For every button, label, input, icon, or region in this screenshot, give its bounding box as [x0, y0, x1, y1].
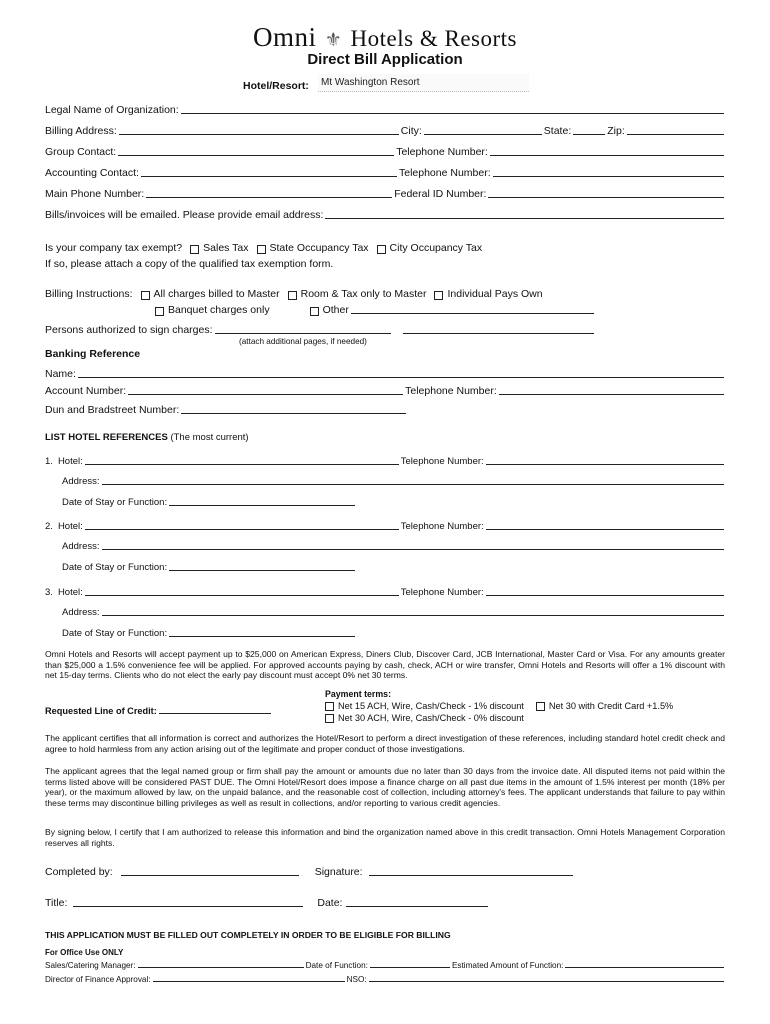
billing-instructions-label: Billing Instructions:	[45, 288, 133, 300]
reference-2-number: 2.	[45, 521, 53, 532]
city-field[interactable]	[424, 133, 542, 135]
dun-bradstreet-label: Dun and Bradstreet Number:	[45, 404, 180, 416]
accounting-contact-label: Accounting Contact:	[45, 167, 139, 179]
sales-manager-field[interactable]	[138, 966, 304, 968]
persons-authorized-field-2[interactable]	[403, 332, 594, 334]
billing-address-field[interactable]	[119, 133, 399, 135]
date-of-function-label: Date of Function:	[305, 961, 368, 970]
accounting-contact-field[interactable]	[141, 175, 397, 177]
group-contact-label: Group Contact:	[45, 146, 117, 158]
omni-logo	[0, 22, 770, 53]
federal-id-field[interactable]	[488, 196, 724, 198]
accounting-telephone-field[interactable]	[493, 175, 724, 177]
authorization-paragraph: By signing below, I certify that I am authorized to release this information and bind the organization named above in this credit transaction. Omni Hotels Management Corporation reserves all rights.	[45, 827, 725, 848]
tax-exempt-row	[45, 242, 482, 254]
state-label: State:	[543, 125, 572, 137]
city-occupancy-checkbox[interactable]	[377, 245, 386, 254]
bank-telephone-label: Telephone Number:	[405, 385, 497, 397]
logo-word-hotels: Hotels & Resorts	[350, 26, 517, 51]
date-label: Date:	[317, 897, 343, 909]
completed-by-label: Completed by:	[45, 866, 113, 878]
billing-address-row	[45, 125, 726, 137]
group-contact-row	[45, 146, 726, 158]
net15-label: Net 15 ACH, Wire, Cash/Check - 1% discount	[338, 701, 524, 711]
group-telephone-label: Telephone Number:	[396, 146, 488, 158]
other-label: Other	[322, 304, 349, 316]
reference-3-address-field[interactable]	[102, 614, 725, 616]
legal-name-field[interactable]	[181, 112, 724, 114]
net30-checkbox[interactable]	[325, 714, 334, 723]
persons-authorized-row	[45, 324, 596, 336]
title-label: Title:	[45, 897, 68, 909]
email-field[interactable]	[325, 217, 724, 219]
payment-paragraph: Omni Hotels and Resorts will accept payment up to $25,000 on American Express, Diners Club, Discover Card, JCB International, Master Card or Visa. For any amounts greater than $25,000 a 1.5% convenience fee will be applied. For approved accounts paying by cash, check, ACH or wire transfer, Omni Hotels and Resorts will offer a 1% discount with net 15-day terms. Clients who do not elect the early pay discount must accept 0% net 30 terms.	[45, 649, 725, 680]
director-finance-row	[45, 975, 726, 984]
director-finance-field[interactable]	[153, 980, 345, 982]
bank-account-row	[45, 385, 726, 397]
nso-field[interactable]	[369, 980, 724, 982]
tax-exempt-question: Is your company tax exempt?	[45, 242, 183, 254]
reference-3-hotel-field[interactable]	[85, 594, 399, 596]
reference-1-address-row	[62, 476, 726, 487]
hotel-references-heading-bold: LIST HOTEL REFERENCES	[45, 432, 168, 443]
fleur-de-lis-icon: ⚜	[324, 30, 343, 51]
reference-3-number: 3.	[45, 587, 53, 598]
attach-pages-note: (attach additional pages, if needed)	[239, 337, 367, 346]
estimated-amount-label: Estimated Amount of Function:	[451, 961, 564, 970]
reference-1-date-row	[62, 497, 357, 508]
reference-2-date-row	[62, 562, 357, 573]
reference-2-date-field[interactable]	[169, 569, 355, 571]
tax-exempt-note-text: If so, please attach a copy of the qualified tax exemption form.	[45, 258, 334, 270]
banquet-label: Banquet charges only	[168, 304, 270, 316]
sales-tax-checkbox[interactable]	[190, 245, 199, 254]
reference-2-date-label: Date of Stay or Function:	[62, 562, 168, 573]
must-complete-notice: THIS APPLICATION MUST BE FILLED OUT COMPLETELY IN ORDER TO BE ELIGIBLE FOR BILLING	[45, 930, 451, 940]
city-label: City:	[400, 125, 422, 137]
net30-label: Net 30 ACH, Wire, Cash/Check - 0% discount	[338, 713, 524, 723]
accounting-contact-row	[45, 167, 726, 179]
accounting-telephone-label: Telephone Number:	[398, 167, 491, 179]
bank-name-label: Name:	[45, 368, 76, 380]
requested-credit-label: Requested Line of Credit:	[45, 706, 157, 716]
billing-instructions-row-2	[153, 304, 596, 316]
bank-account-field[interactable]	[128, 393, 403, 395]
main-phone-field[interactable]	[146, 196, 392, 198]
reference-3-hotel-label: Hotel:	[57, 587, 83, 598]
reference-1-address-label: Address:	[62, 476, 100, 487]
date-field[interactable]	[346, 905, 488, 907]
reference-2-address-label: Address:	[62, 541, 100, 552]
nso-label: NSO:	[346, 975, 367, 984]
individual-pays-checkbox[interactable]	[434, 291, 443, 300]
completed-by-field[interactable]	[121, 874, 299, 876]
tax-exempt-note	[45, 258, 333, 270]
reference-2-address-row	[62, 541, 726, 552]
room-tax-label: Room & Tax only to Master	[300, 288, 427, 300]
reference-2-hotel-row	[45, 521, 726, 532]
sales-manager-label: Sales/Catering Manager:	[45, 961, 136, 970]
net15-checkbox[interactable]	[325, 702, 334, 711]
date-of-function-field[interactable]	[370, 966, 450, 968]
sales-manager-row	[45, 961, 726, 970]
reference-3-telephone-label: Telephone Number:	[400, 587, 484, 598]
bank-name-row	[45, 368, 726, 380]
director-finance-label: Director of Finance Approval:	[45, 975, 151, 984]
reference-3-date-field[interactable]	[169, 635, 355, 637]
payment-option-net15-row	[323, 701, 673, 711]
title-row	[45, 897, 490, 909]
persons-authorized-field-1[interactable]	[215, 332, 391, 334]
title-field[interactable]	[73, 905, 303, 907]
bank-telephone-field[interactable]	[499, 393, 724, 395]
main-phone-row	[45, 188, 726, 200]
reference-2-telephone-field[interactable]	[486, 528, 724, 530]
completed-by-row	[45, 866, 575, 878]
certification-paragraph: The applicant certifies that all information is correct and authorizes the Hotel/Resort to perform a direct investigation of these references, including standard hotel credit check and agree to hold harmless from any action arising out of the legitimate and proper conduct of those investigations.	[45, 733, 725, 754]
legal-name-label: Legal Name of Organization:	[45, 104, 179, 116]
requested-credit-row	[45, 706, 273, 716]
other-field[interactable]	[351, 312, 594, 314]
reference-3-telephone-field[interactable]	[486, 594, 724, 596]
logo-word-omni: Omni	[252, 22, 317, 52]
signature-field[interactable]	[369, 874, 573, 876]
payment-terms-heading: Payment terms:	[325, 689, 392, 699]
reference-2-telephone-label: Telephone Number:	[400, 521, 484, 532]
net30-credit-card-label: Net 30 with Credit Card +1.5%	[548, 701, 674, 711]
reference-3-date-label: Date of Stay or Function:	[62, 628, 168, 639]
reference-3-address-label: Address:	[62, 607, 100, 618]
dun-bradstreet-field[interactable]	[181, 412, 406, 414]
page-title: Direct Bill Application	[307, 51, 463, 68]
all-charges-label: All charges billed to Master	[153, 288, 280, 300]
group-contact-field[interactable]	[118, 154, 394, 156]
reference-1-date-label: Date of Stay or Function:	[62, 497, 168, 508]
reference-1-hotel-label: Hotel:	[57, 456, 83, 467]
signature-label: Signature:	[314, 866, 363, 878]
bank-account-label: Account Number:	[45, 385, 127, 397]
payment-terms-paragraph: The applicant agrees that the legal named group or firm shall pay the amount or amounts due no later than 30 days from the invoice date. All disputed items not paid within the terms listed above will be considered PAST DUE. The Omni Hotel/Resort does impose a finance charge on all past due items in the amount of 1.5% interest per month (18% per year), or the maximum allowed by law, on the unpaid balance, and the reasonable cost of collection, including attorney's fees. The applicant understands that failure to pay within these terms may discontinue billing privileges as well as result in collections, and/or reporting to various credit agencies.	[45, 766, 725, 808]
email-row	[45, 209, 726, 221]
requested-credit-field[interactable]	[159, 712, 271, 714]
hotel-references-heading	[45, 432, 249, 443]
reference-2-address-field[interactable]	[102, 548, 725, 550]
group-telephone-field[interactable]	[490, 154, 724, 156]
individual-pays-label: Individual Pays Own	[447, 288, 543, 300]
zip-label: Zip:	[607, 125, 625, 137]
net30-credit-card-checkbox[interactable]	[536, 702, 545, 711]
reference-1-telephone-field[interactable]	[486, 463, 724, 465]
federal-id-label: Federal ID Number:	[394, 188, 487, 200]
room-tax-checkbox[interactable]	[288, 291, 297, 300]
reference-1-telephone-label: Telephone Number:	[400, 456, 484, 467]
reference-2-hotel-field[interactable]	[85, 528, 399, 530]
reference-3-hotel-row	[45, 587, 726, 598]
city-occupancy-label: City Occupancy Tax	[389, 242, 483, 254]
reference-2-hotel-label: Hotel:	[57, 521, 83, 532]
banquet-checkbox[interactable]	[155, 307, 164, 316]
zip-field[interactable]	[627, 133, 724, 135]
reference-1-address-field[interactable]	[102, 483, 725, 485]
reference-1-date-field[interactable]	[169, 504, 355, 506]
main-phone-label: Main Phone Number:	[45, 188, 145, 200]
email-label: Bills/invoices will be emailed. Please provide email address:	[45, 209, 324, 221]
estimated-amount-field[interactable]	[565, 966, 724, 968]
banking-reference-heading: Banking Reference	[45, 348, 141, 360]
hotel-resort-label: Hotel/Resort:	[243, 80, 309, 92]
bank-name-field[interactable]	[78, 376, 724, 378]
payment-option-net30-row	[323, 713, 524, 723]
sales-tax-label: Sales Tax	[203, 242, 249, 254]
persons-authorized-label: Persons authorized to sign charges:	[45, 324, 213, 336]
state-occupancy-checkbox[interactable]	[257, 245, 266, 254]
legal-name-row	[45, 104, 726, 116]
billing-address-label: Billing Address:	[45, 125, 117, 137]
reference-1-hotel-row	[45, 456, 726, 467]
hotel-references-heading-rest: (The most current)	[170, 432, 249, 443]
reference-3-address-row	[62, 607, 726, 618]
reference-1-number: 1.	[45, 456, 53, 467]
hotel-resort-field[interactable]: Mt Washington Resort	[318, 74, 529, 92]
office-use-heading: For Office Use ONLY	[45, 948, 124, 957]
billing-instructions-row	[45, 288, 543, 300]
state-field[interactable]	[573, 133, 605, 135]
reference-3-date-row	[62, 628, 357, 639]
dun-bradstreet-row	[45, 404, 408, 416]
state-occupancy-label: State Occupancy Tax	[269, 242, 369, 254]
reference-1-hotel-field[interactable]	[85, 463, 399, 465]
other-checkbox[interactable]	[310, 307, 319, 316]
all-charges-checkbox[interactable]	[141, 291, 150, 300]
